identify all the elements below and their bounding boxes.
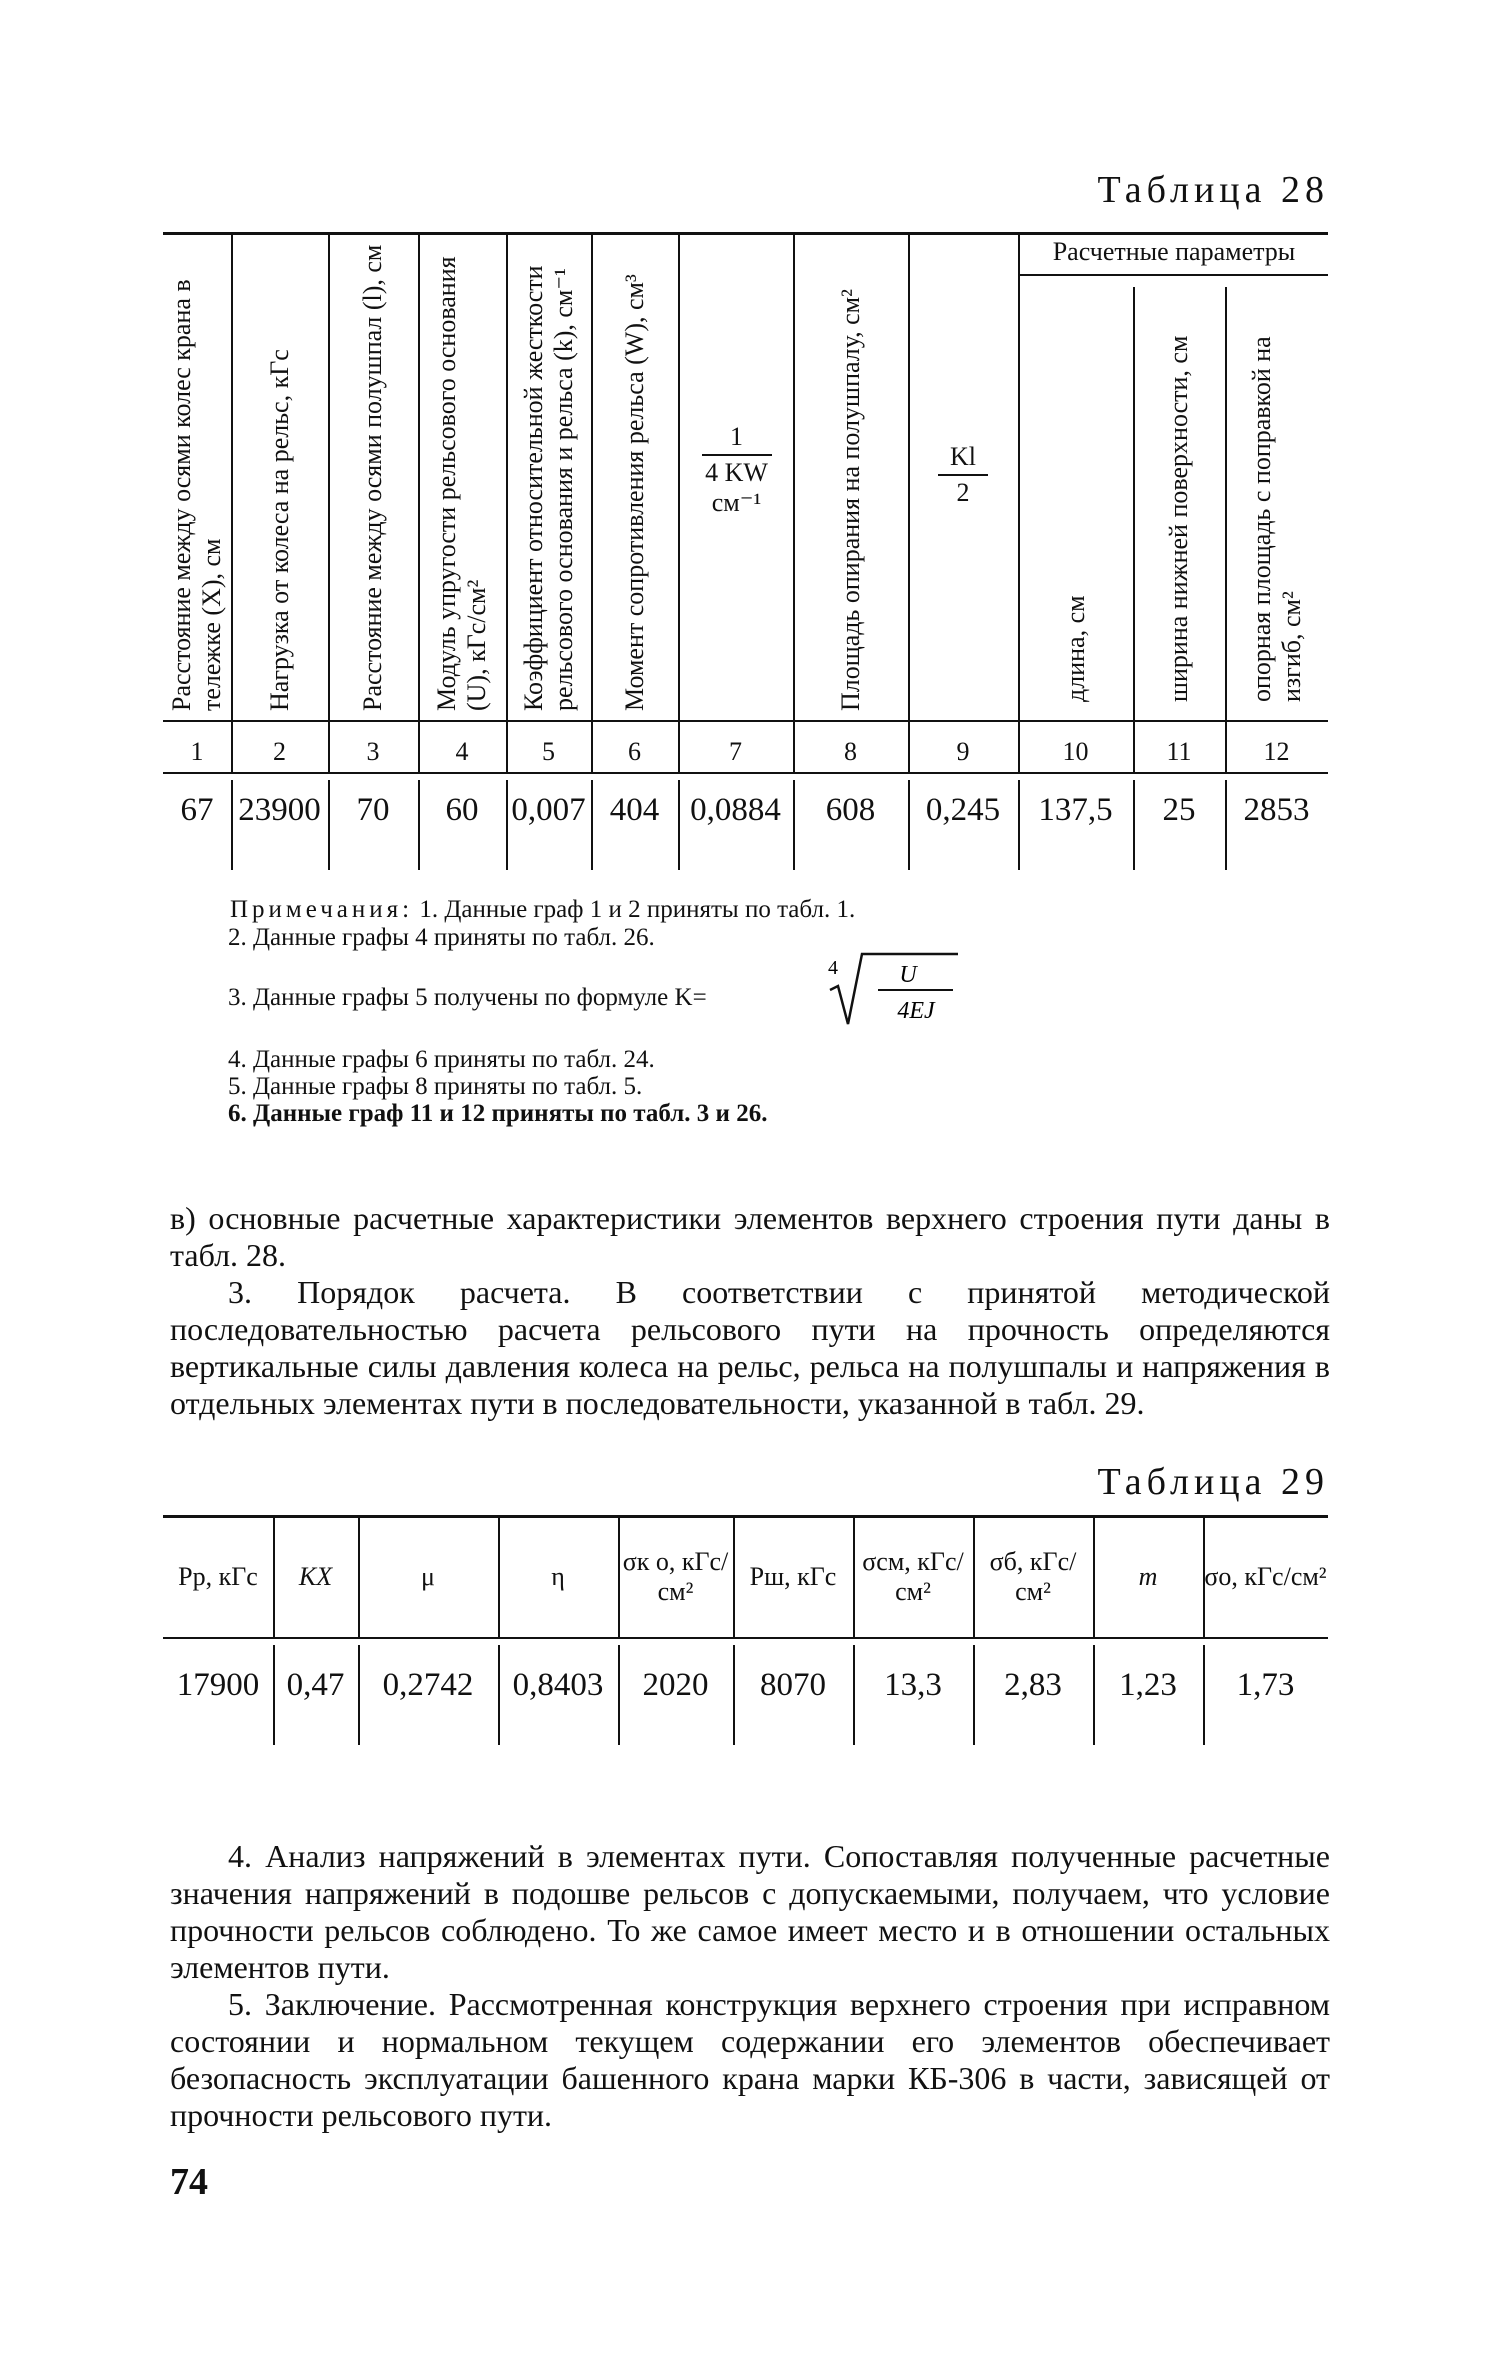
colnum: 6 <box>628 737 641 766</box>
t29-cell: 2020 <box>642 1667 709 1703</box>
colnum: 9 <box>956 737 970 766</box>
paragraph-4: 4. Анализ напряжений в элементах пути. Сопоставляя полученные расчетные значения напряжений в подошве рельсов с допускаемыми, получаем, что условие прочности рельсов соблюдено. То же самое имеет место и в отношении остальных элементов пути. <box>170 1838 1330 1985</box>
table-28-cell: 60 <box>445 792 479 828</box>
paragraph-v: в) основные расчетные характеристики элементов верхнего строения пути даны в табл. 28. <box>170 1200 1330 1273</box>
colnum: 3 <box>366 737 380 766</box>
table-28-cell: 0,007 <box>511 792 586 828</box>
t29-header: σсм, кГс/см² <box>862 1547 964 1606</box>
header-bottom-rule <box>163 720 1328 722</box>
t29-header: μ <box>421 1562 435 1591</box>
svg-text:4: 4 <box>828 957 838 979</box>
table-28-cell: 0,0884 <box>690 792 781 828</box>
table-28-cell: 2853 <box>1243 792 1310 828</box>
colnum: 8 <box>844 737 857 766</box>
t29-cell: 8070 <box>760 1667 826 1703</box>
group-header-calc-params: Расчетные параметры <box>1052 237 1296 266</box>
t29-header: σк о, кГс/см² <box>622 1547 729 1606</box>
t29-cell: 0,47 <box>286 1667 345 1703</box>
table-28-cell: 404 <box>609 792 660 828</box>
t29-cell: 17900 <box>176 1667 260 1703</box>
t29-header: σб, кГс/см² <box>989 1547 1077 1606</box>
note-4: 4. Данные графы 6 приняты по табл. 24. <box>228 1046 655 1073</box>
table-28-cell: 608 <box>825 792 876 828</box>
t29-header: m <box>1138 1562 1158 1591</box>
header-col-4: Модуль упругости рельсового основания (U), кГс/см² <box>432 256 491 711</box>
svg-text:4EJ: 4EJ <box>897 998 935 1024</box>
table-29-caption: Таблица 29 <box>1097 1461 1329 1503</box>
t29-cell: 1,73 <box>1236 1667 1295 1703</box>
header-col-10: длина, см <box>1060 595 1090 702</box>
t29-header: Рш, кГс <box>749 1562 837 1591</box>
colnum: 10 <box>1062 737 1089 766</box>
t29-cell: 13,3 <box>884 1667 942 1703</box>
note-2: 2. Данные графы 4 приняты по табл. 26. <box>228 924 655 951</box>
header-col-5: Коэффициент относительной жесткости рельсового основания и рельса (k), см⁻¹ <box>518 265 578 711</box>
colnum: 7 <box>729 737 742 766</box>
header-col-12: опорная площадь с поправкой на изгиб, см² <box>1246 336 1306 702</box>
t29-cell: 2,83 <box>1004 1667 1062 1703</box>
t29-header: η <box>551 1562 565 1591</box>
header-col-6: Момент сопротивления рельса (W), см³ <box>619 274 649 711</box>
header-col-7: 1 4 KW см⁻¹ <box>680 422 793 518</box>
header-col-11: ширина нижней поверхности, см <box>1164 335 1193 702</box>
colnum: 12 <box>1263 737 1290 766</box>
colnum: 11 <box>1166 737 1192 766</box>
page-number: 74 <box>170 2161 208 2203</box>
t29-header: KX <box>298 1562 333 1591</box>
table-28-cell: 70 <box>356 792 390 828</box>
t29-header: σо, кГс/см² <box>1204 1562 1327 1591</box>
table-28-cell: 0,245 <box>925 792 1001 828</box>
colnum: 2 <box>273 737 286 766</box>
table-29 <box>163 1515 1328 1775</box>
table-28-cell: 67 <box>180 792 214 828</box>
colnum: 1 <box>190 737 204 766</box>
table-28-cell: 137,5 <box>1038 792 1113 828</box>
table-28-cell: 25 <box>1162 792 1196 828</box>
note-6: 6. Данные граф 11 и 12 приняты по табл. 3 и 26. <box>228 1100 768 1127</box>
header-col-1: Расстояние между осями колес крана в тележке (X), см <box>167 279 226 711</box>
colnum-bottom-rule <box>163 772 1328 774</box>
colnum: 4 <box>455 737 469 766</box>
header-col-3: Расстояние между осями полушпал (l), см <box>358 244 387 711</box>
note-3: 3. Данные графы 5 получены по формуле K= <box>228 984 707 1011</box>
t29-cell: 1,23 <box>1119 1667 1177 1703</box>
header-col-9: Kl 2 <box>908 442 1018 508</box>
t29-cell: 0,2742 <box>382 1667 474 1703</box>
t29-header: Pр, кГс <box>178 1562 258 1591</box>
svg-text:U: U <box>899 962 917 988</box>
header-col-8: Площадь опирания на полушпалу, см² <box>835 289 865 711</box>
paragraph-5: 5. Заключение. Рассмотренная конструкция верхнего строения при исправном состоянии и нормальном текущем содержании его элементов обеспечивает безопасность эксплуатации башенного крана марки КБ-306 в части, зависящей от прочности рельсового пути. <box>170 1986 1330 2133</box>
note-5: 5. Данные графы 8 приняты по табл. 5. <box>228 1073 643 1100</box>
table-28-caption: Таблица 28 <box>1097 169 1329 211</box>
table-28 <box>163 232 1328 828</box>
paragraph-3: 3. Порядок расчета. В соответствии с принятой методической последовательностью расчета рельсового пути на прочность определяются вертикальные силы давления колеса на рельс, рельса на полушпалы и напряжения в отдельных элементах пути в последовательности, указанной в табл. 29. <box>170 1274 1330 1421</box>
header-col-2: Нагрузка от колеса на рельс, кГс <box>264 349 294 711</box>
table-28-cell: 23900 <box>238 792 321 828</box>
t29-cell: 0,8403 <box>512 1667 604 1703</box>
note-1: 1. Данные граф 1 и 2 приняты по табл. 1. <box>419 896 856 923</box>
notes-label: Примечания: <box>230 896 414 923</box>
colnum: 5 <box>542 737 555 766</box>
formula-root <box>828 950 968 1030</box>
